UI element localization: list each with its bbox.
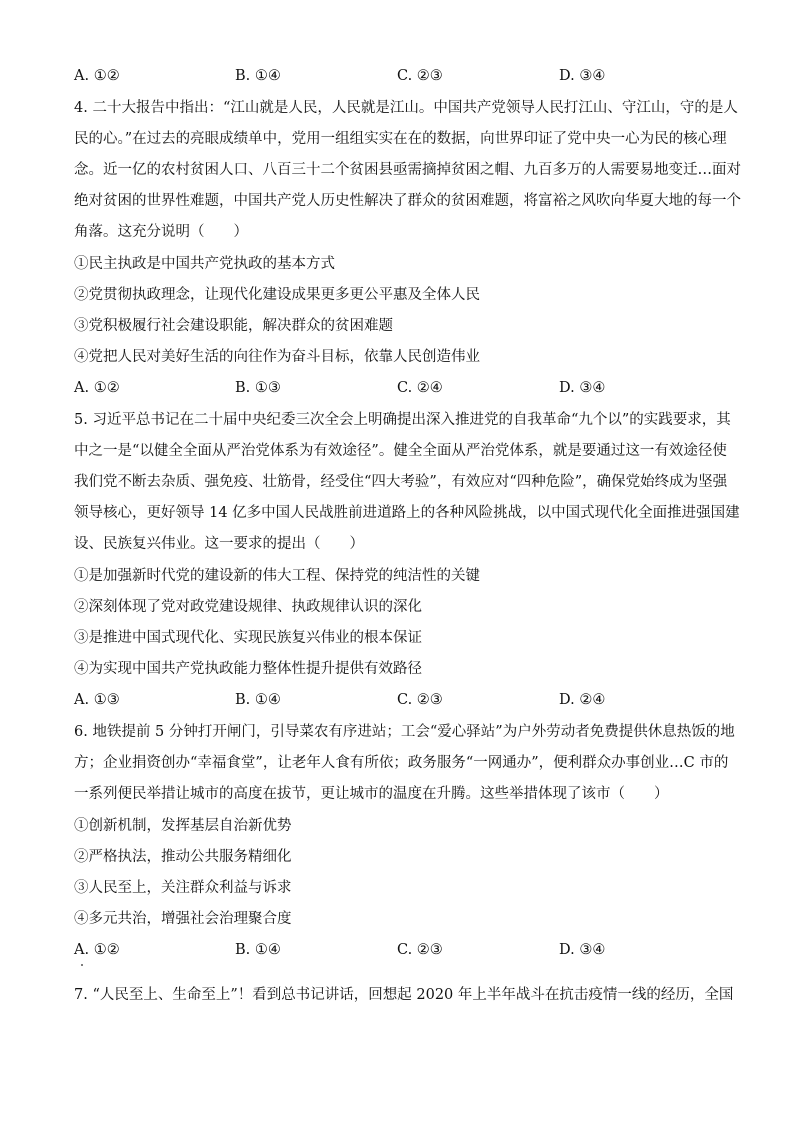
q5-option-c: C. ②③ <box>397 692 443 708</box>
q5-item-2: ②深刻体现了党对政党建设规律、执政规律认识的深化 <box>74 599 422 615</box>
q6-stem-line: 一系列便民举措让城市的高度在拔节，更让城市的温度在升腾。这些举措体现了该市（ ） <box>74 786 669 802</box>
q3-option-b: B. ①④ <box>235 68 281 84</box>
q4-option-a: A. ①② <box>74 380 120 396</box>
q6-stem-line: 方；企业捐资创办“幸福食堂”，让老年人食有所依；政务服务“一网通办”，便利群众办事创业…C 市的 <box>74 755 729 771</box>
q6-item-1: ①创新机制，发挥基层自治新优势 <box>74 818 292 834</box>
stray-dot <box>81 964 83 966</box>
q5-item-4: ④为实现中国共产党执政能力整体性提升提供有效路径 <box>74 661 422 677</box>
q5-option-a: A. ①③ <box>74 692 120 708</box>
q4-item-1: ①民主执政是中国共产党执政的基本方式 <box>74 256 335 272</box>
q4-stem-line: 绝对贫困的世界性难题，中国共产党人历史性解决了群众的贫困难题，将富裕之风吹向华夏大地的每一个 <box>74 193 741 209</box>
q5-stem-line: 设、民族复兴伟业。这一要求的提出（ ） <box>74 536 364 552</box>
q5-stem-line: 领导核心，更好领导 14 亿多中国人民战胜前进道路上的各种风险挑战，以中国式现代化全面推进强国建 <box>74 505 740 521</box>
q5-stem-line: 我们党不断去杂质、强免疫、壮筋骨，经受住“四大考验”，有效应对“四种危险”，确保党始终成为坚强 <box>74 474 728 490</box>
q5-item-3: ③是推进中国式现代化、实现民族复兴伟业的根本保证 <box>74 630 422 646</box>
q6-options <box>74 940 724 960</box>
q4-options <box>74 378 724 398</box>
q6-option-c: C. ②③ <box>397 942 443 958</box>
q4-item-3: ③党积极履行社会建设职能，解决群众的贫困难题 <box>74 318 393 334</box>
q6-item-4: ④多元共治，增强社会治理聚合度 <box>74 911 292 927</box>
q5-options <box>74 690 724 710</box>
q4-stem-line: 4. 二十大报告中指出：“江山就是人民，人民就是江山。中国共产党领导人民打江山、守江山，守的是人 <box>74 100 738 116</box>
q5-option-d: D. ②④ <box>559 692 606 708</box>
q4-option-b: B. ①③ <box>235 380 281 396</box>
q6-option-d: D. ③④ <box>559 942 606 958</box>
q4-item-4: ④党把人民对美好生活的向往作为奋斗目标，依靠人民创造伟业 <box>74 349 480 365</box>
q6-item-3: ③人民至上，关注群众利益与诉求 <box>74 880 292 896</box>
q4-stem-line: 角落。这充分说明（ ） <box>74 224 248 240</box>
q7-stem-line: 7. “人民至上、生命至上”！看到总书记讲话，回想起 2020 年上半年战斗在抗击疫情一线的经历，全国 <box>74 987 734 1003</box>
q5-option-b: B. ①④ <box>235 692 281 708</box>
q6-stem-line: 6. 地铁提前 5 分钟打开闸门，引导菜农有序进站；工会“爱心驿站”为户外劳动者免费提供休息热饭的地 <box>74 724 735 740</box>
q3-option-c: C. ②③ <box>397 68 443 84</box>
q4-item-2: ②党贯彻执政理念，让现代化建设成果更多更公平惠及全体人民 <box>74 287 480 303</box>
q4-stem-line: 民的心。”在过去的亮眼成绩单中，党用一组组实实在在的数据，向世界印证了党中央一心为民的核心理 <box>74 131 727 147</box>
q5-stem-line: 中之一是“以健全全面从严治党体系为有效途径”。健全全面从严治党体系，就是要通过这一有效途径使 <box>74 443 727 459</box>
q6-item-2: ②严格执法，推动公共服务精细化 <box>74 849 292 865</box>
q4-stem-line: 念。近一亿的农村贫困人口、八百三十二个贫困县亟需摘掉贫困之帽、九百多万的人需要易地变迁…面对 <box>74 162 741 178</box>
q5-item-1: ①是加强新时代党的建设新的伟大工程、保持党的纯洁性的关键 <box>74 568 480 584</box>
q3-option-a: A. ①② <box>74 68 120 84</box>
q6-option-b: B. ①④ <box>235 942 281 958</box>
q4-option-d: D. ③④ <box>559 380 606 396</box>
q6-option-a: A. ①② <box>74 942 120 958</box>
q3-option-d: D. ③④ <box>559 68 606 84</box>
q5-stem-line: 5. 习近平总书记在二十届中央纪委三次全会上明确提出深入推进党的自我革命“九个以”的实践要求，其 <box>74 412 731 428</box>
q3-options <box>74 66 724 86</box>
q4-option-c: C. ②④ <box>397 380 443 396</box>
